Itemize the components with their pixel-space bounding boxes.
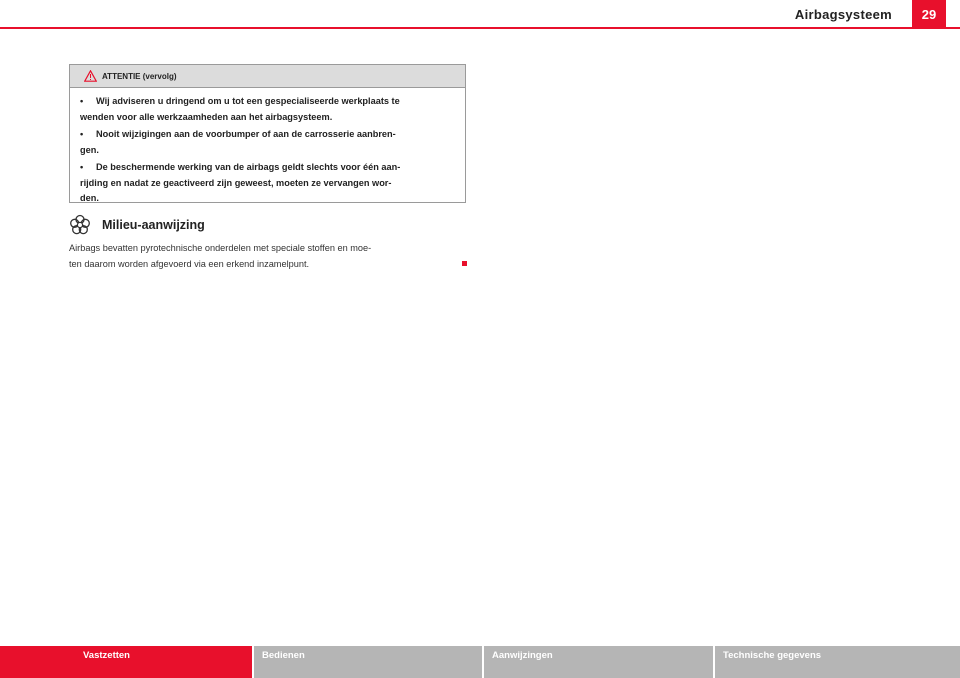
footer-tab-aanwijzingen[interactable]: Aanwijzingen	[484, 646, 715, 678]
warning-label: ATTENTIE (vervolg)	[102, 71, 177, 81]
footer-tab-technische-gegevens[interactable]: Technische gegevens	[715, 646, 960, 678]
environment-heading-text: Milieu-aanwijzing	[102, 218, 205, 232]
footer-tab-bedienen[interactable]: Bedienen	[254, 646, 484, 678]
flower-icon	[69, 214, 91, 236]
section-end-marker	[462, 261, 467, 266]
warning-body	[70, 88, 465, 207]
warning-bullet: • Nooit wijzigingen aan de voorbumper of aan de carrosserie aanbren- gen.	[80, 129, 396, 155]
warning-bullet: • De beschermende werking van de airbags geldt slechts voor één aan- rijding en nadat ze geactiveerd zijn geweest, moeten ze vervangen wor- den.	[80, 162, 401, 203]
footer-tab-vastzetten[interactable]: Vastzetten	[0, 646, 254, 678]
warning-header	[70, 65, 465, 88]
bullet-dot-icon: •	[80, 162, 84, 172]
page-number: 29	[912, 0, 946, 29]
environment-heading	[69, 214, 205, 236]
bullet-dot-icon: •	[80, 96, 84, 106]
footer-nav	[0, 646, 960, 678]
warning-triangle-icon	[84, 70, 97, 82]
environment-text: Airbags bevatten pyrotechnische onderdelen met speciale stoffen en moe- ten daarom worden afgevoerd via een erkend inzamelpunt.	[69, 243, 372, 269]
page-title: Airbagsysteem	[794, 7, 892, 22]
warning-box	[69, 64, 466, 203]
warning-bullet: • Wij adviseren u dringend om u tot een gespecialiseerde werkplaats te wenden voor alle werkzaamheden aan het airbagsysteem.	[80, 96, 400, 122]
header-rule	[0, 27, 960, 29]
bullet-dot-icon: •	[80, 129, 84, 139]
